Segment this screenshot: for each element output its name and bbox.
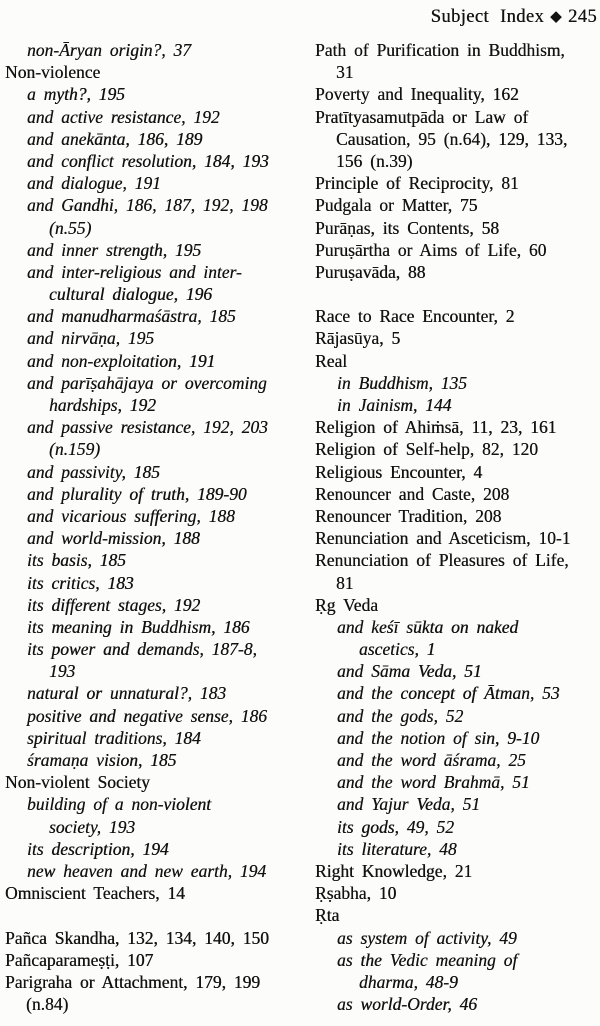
- blank-line: [313, 283, 600, 305]
- index-line: śramaṇa vision, 185: [27, 750, 177, 770]
- index-line: Renunciation of Pleasures of Life,: [315, 550, 569, 571]
- index-line: Renunciation and Asceticism, 10-1: [315, 528, 571, 549]
- index-line: (n.55): [49, 217, 92, 238]
- index-line: as world-Order, 46: [337, 994, 478, 1015]
- index-line: Renouncer Tradition, 208: [315, 505, 502, 526]
- index-line: and dialogue, 191: [27, 173, 161, 194]
- index-line: as system of activity, 49: [337, 927, 517, 948]
- page-number: 245: [568, 7, 597, 27]
- index-line: and anekānta, 186, 189: [27, 128, 203, 149]
- index-line: and world-mission, 188: [27, 528, 200, 549]
- index-line: and active resistance, 192: [27, 106, 220, 127]
- index-line: its basis, 185: [27, 550, 126, 571]
- index-line: cultural dialogue, 196: [49, 284, 213, 305]
- index-line: and the word āśrama, 25: [337, 750, 526, 770]
- index-line: and the gods, 52: [337, 705, 464, 726]
- index-line: ascetics, 1: [359, 639, 436, 660]
- index-line: and inter-religious and inter-: [27, 261, 242, 282]
- index-line: (n.159): [49, 439, 101, 460]
- index-columns: [0, 39, 600, 1015]
- index-line: in Jainism, 144: [337, 395, 452, 415]
- index-line: Parigraha or Attachment, 179, 199: [5, 971, 261, 992]
- index-line: and manudharmaśāstra, 185: [27, 306, 236, 327]
- index-line: and passive resistance, 192, 203: [27, 417, 268, 438]
- index-line: Rājasūya, 5: [315, 328, 401, 349]
- index-line: its different stages, 192: [27, 594, 201, 615]
- index-line: Non-violent Society: [5, 772, 150, 793]
- index-column-left: [3, 39, 303, 1015]
- index-line: Purāṇas, its Contents, 58: [315, 217, 500, 238]
- index-line: Non-violence: [5, 62, 101, 83]
- index-line: and Gandhi, 186, 187, 192, 198: [27, 195, 268, 216]
- index-line: and Sāma Veda, 51: [337, 661, 482, 682]
- index-column-right: [313, 39, 600, 1015]
- index-line: and non-exploitation, 191: [27, 350, 216, 371]
- index-line: and nirvāṇa, 195: [27, 328, 155, 349]
- index-line: spiritual traditions, 184: [27, 727, 201, 748]
- index-line: building of a non-violent: [27, 794, 212, 815]
- index-line: natural or unnatural?, 183: [27, 683, 227, 704]
- index-line: Race to Race Encounter, 2: [315, 306, 515, 327]
- index-line: 156 (n.39): [336, 150, 413, 171]
- index-line: and conflict resolution, 184, 193: [27, 150, 269, 171]
- index-line: Religion of Self-help, 82, 120: [315, 439, 539, 460]
- index-line: and Yajur Veda, 51: [337, 794, 481, 815]
- index-line: and the notion of sin, 9-10: [337, 727, 540, 748]
- index-line: in Buddhism, 135: [337, 372, 467, 393]
- index-line: hardships, 192: [49, 395, 156, 415]
- index-line: society, 193: [49, 816, 136, 837]
- index-line: (n.84): [26, 994, 69, 1015]
- index-line: its description, 194: [27, 838, 169, 859]
- index-line: Real: [315, 350, 348, 371]
- index-line: Right Knowledge, 21: [315, 860, 473, 881]
- index-line: Causation, 95 (n.64), 129, 133,: [336, 128, 568, 149]
- diamond-icon: ◆: [550, 9, 563, 25]
- index-line: Puruṣavāda, 88: [315, 261, 426, 282]
- index-line: as the Vedic meaning of: [337, 949, 518, 970]
- index-line: its gods, 49, 52: [337, 816, 454, 837]
- index-line: a myth?, 195: [27, 84, 125, 105]
- index-line: Ṛg Veda: [315, 594, 378, 615]
- section-title: Subject Index: [430, 7, 545, 27]
- index-line: Renouncer and Caste, 208: [315, 483, 510, 504]
- index-line: and inner strength, 195: [27, 239, 202, 260]
- index-line: 31: [336, 62, 354, 83]
- index-line: its meaning in Buddhism, 186: [27, 616, 250, 637]
- index-line: Religious Encounter, 4: [315, 461, 483, 482]
- index-line: its power and demands, 187-8,: [27, 639, 257, 660]
- index-line: Pudgala or Matter, 75: [315, 195, 478, 216]
- index-line: 81: [336, 572, 354, 593]
- index-line: Path of Purification in Buddhism,: [315, 40, 565, 60]
- blank-line: [3, 904, 303, 926]
- index-line: Religion of Ahiṁsā, 11, 23, 161: [315, 417, 557, 438]
- index-line: Principle of Reciprocity, 81: [315, 173, 519, 194]
- index-line: its literature, 48: [337, 838, 457, 859]
- index-line: and plurality of truth, 189-90: [27, 483, 247, 504]
- index-line: Pañcaparameṣṭi, 107: [5, 949, 154, 970]
- index-line: Ṛṣabha, 10: [315, 883, 397, 904]
- index-line: and keśī sūkta on naked: [337, 616, 519, 637]
- index-line: and vicarious suffering, 188: [27, 505, 235, 526]
- index-line: Ṛta: [315, 905, 340, 926]
- index-line: and the word Brahmā, 51: [337, 772, 530, 793]
- index-line: new heaven and new earth, 194: [27, 860, 267, 881]
- index-line: Omniscient Teachers, 14: [5, 883, 185, 904]
- index-line: its critics, 183: [27, 572, 134, 593]
- index-line: and parīṣahājaya or overcoming: [27, 372, 267, 393]
- index-line: Pratītyasamutpāda or Law of: [315, 106, 529, 127]
- index-line: and the concept of Ātman, 53: [337, 683, 560, 704]
- index-line: dharma, 48-9: [359, 971, 458, 992]
- running-head: [431, 7, 597, 28]
- index-line: non-Āryan origin?, 37: [27, 40, 192, 60]
- index-line: Pañca Skandha, 132, 134, 140, 150: [5, 927, 269, 948]
- index-line: and passivity, 185: [27, 461, 160, 482]
- index-line: positive and negative sense, 186: [27, 705, 267, 726]
- index-line: Poverty and Inequality, 162: [315, 84, 519, 105]
- index-line: 193: [49, 661, 76, 682]
- index-line: Puruṣārtha or Aims of Life, 60: [315, 239, 547, 260]
